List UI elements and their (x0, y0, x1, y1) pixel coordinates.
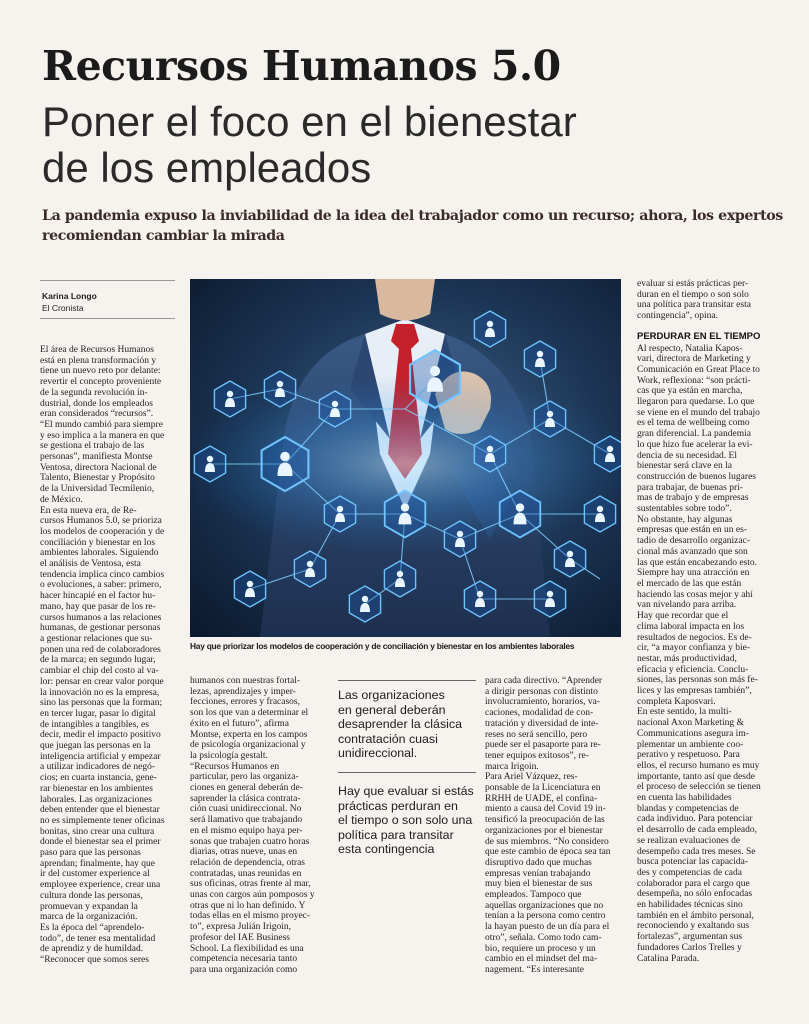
text-line: humanos con nuestras fortal- (190, 676, 301, 686)
text-line: marca Irigoin. (485, 761, 539, 772)
text-line: Al respecto, Natalia Kapos- (637, 343, 743, 354)
text-line: ellos, el recurso humano es muy (637, 760, 760, 771)
text-line: mas de trabajo y de empresas (637, 493, 749, 504)
text-line: eran considerados “recursos”. (40, 409, 154, 420)
pull-quote-rule (338, 680, 476, 681)
text-line: desempeño cada tres meses. Se (637, 846, 756, 857)
text-line: reconociendo y exaltando sus (637, 921, 750, 932)
text-line: gran diferencial. La pandemia (637, 429, 751, 440)
text-line: promuevan y expandan la (40, 901, 138, 912)
subheadline (42, 99, 662, 191)
text-line: éxito en el futuro”, afirma (190, 718, 289, 729)
subheadline-line: Poner el foco en el bienestar (42, 98, 577, 145)
photo-caption: Hay que priorizar los modelos de cooperación y de conciliación y bienestar en los ambientes laborales (190, 641, 575, 651)
text-line: empresas que están en un es- (637, 525, 748, 536)
text-line: o evoluciones, a saber: primero, (40, 580, 162, 591)
text-line: ción cuasi unidireccional. No (190, 804, 302, 815)
text-line: sus oficinas, otras frente al mar, (190, 879, 311, 890)
text-line: completa Kaposvari. (637, 696, 716, 707)
text-line: “El mundo cambió para siempre (40, 419, 163, 430)
text-line: lices y las empresas también”, (637, 686, 752, 697)
deck-line: La pandemia expuso la inviabilidad de la idea del trabajador como un recurso; ahora, los expertos (42, 208, 783, 224)
text-line: muy bien el bienestar de sus (485, 879, 593, 890)
text-line: des y competencias de cada (637, 867, 742, 878)
text-line: En esta nueva era, de Re- (40, 505, 137, 516)
pull-quote (338, 784, 478, 857)
text-line: Para Ariel Vázquez, res- (485, 772, 578, 783)
text-line: Work, reflexiona: “son prácti- (637, 375, 751, 386)
text-line: se viene en el mundo del trabajo (637, 407, 760, 418)
text-line: fundadores Carlos Trelles y (637, 942, 742, 953)
pull-quote-line: política para transitar (338, 827, 454, 842)
text-line: eficacia y eficiencia. Conclu- (637, 664, 749, 675)
pull-quote-line: desaprender la clásica (338, 717, 462, 732)
text-line: relación de dependencia, otras (190, 857, 305, 868)
text-line: se gestiona el trabajo de las (40, 441, 145, 452)
text-line: competencia necesaria tanto (190, 954, 298, 965)
text-line: llegaron para quedarse. Lo que (637, 397, 755, 408)
text-line: particular, pero las organiza- (190, 772, 299, 783)
text-line: Talento, Bienestar y Propósito (40, 473, 155, 484)
text-line: son los que van a determinar el (190, 708, 309, 719)
text-line: resultados de negocios. Es de- (637, 632, 752, 643)
text-line: para trabajar, de buenas pri- (637, 482, 743, 493)
text-line: Siempre hay una atracción en (637, 568, 750, 579)
pull-quote-line: Hay que evaluar si estás (338, 784, 474, 798)
text-line: duran en el tiempo o son solo (637, 289, 749, 300)
text-line: diarias, otras nueve, unas en (190, 847, 298, 858)
text-line: es el tema de wellbeing como (637, 418, 750, 429)
text-line: tener equipos exitosos”, re- (485, 750, 589, 761)
deck-line: recomiendan cambiar la mirada (42, 228, 285, 244)
text-line: Ventosa, directora Nacional de (40, 462, 157, 473)
text-line: clima laboral impacta en los (637, 621, 745, 632)
text-line: a gestionar relaciones que su- (40, 633, 153, 644)
text-line: importante, tanto así que desde (637, 771, 755, 782)
text-line: contratadas, unas reunidas en (190, 868, 302, 879)
text-line: colaborador para el cargo que (637, 878, 750, 889)
pull-quote-line: esta contingencia (338, 842, 435, 857)
text-line: cursos Humanos 5.0, se prioriza (40, 516, 162, 527)
text-line: miento a causa del Covid 19 in- (485, 804, 606, 815)
text-line: sustentables sobre todo”. (637, 504, 732, 515)
text-line: humanas, de gestionar personas (40, 623, 161, 634)
text-line: de la segunda revolución in- (40, 387, 148, 398)
text-line: ir del customer experience al (40, 869, 150, 880)
text-line: tensificó la preocupación de las (485, 815, 605, 826)
businessman-touching-network-icon (190, 279, 621, 637)
text-line: y eso implica a la manera en que (40, 430, 165, 441)
text-line: de la marca; en segundo lugar, (40, 655, 156, 666)
text-line: organizaciones por el bienestar (485, 825, 603, 836)
text-line: de México. (40, 494, 83, 505)
byline-author: Karina Longo (42, 291, 97, 301)
text-line: el desarrollo de cada empleado, (637, 825, 758, 836)
text-line: todo”, de tener esa mentalidad (40, 933, 156, 944)
text-line: ambientes laborales. Siguiendo (40, 548, 159, 559)
text-line: busca potenciar las capacida- (637, 857, 749, 868)
byline-bottom-rule (40, 318, 175, 319)
text-line: Communications asegura im- (637, 728, 749, 739)
text-line: nagement. “Es interesante (485, 964, 584, 975)
text-line: contingencia”, opina. (637, 311, 718, 322)
column-3 (485, 676, 625, 976)
text-line: En este sentido, la multi- (637, 707, 732, 718)
text-line: Catalina Parada. (637, 953, 700, 964)
article-photo (190, 279, 621, 637)
text-line: “Recursos Humanos en (190, 761, 280, 772)
text-line: en el mismo equipo haya per- (190, 825, 303, 836)
text-line: RRHH de UADE, el confina- (485, 793, 598, 804)
text-line: ciones en general deberán de- (190, 783, 303, 794)
pull-quote-line: prácticas perduran en (338, 798, 458, 813)
text-line: El área de Recursos Humanos (40, 345, 154, 355)
text-line: evaluar si estás prácticas per- (637, 279, 749, 289)
text-line: que este cambio de época sea tan (485, 847, 611, 858)
text-line: aprendan; finalmente, hay que (40, 858, 156, 869)
text-line: tadio de desarrollo organizac- (637, 536, 750, 547)
text-line: employee experience, crear una (40, 880, 161, 891)
pull-quote-line: contratación cuasi (338, 731, 438, 746)
text-line: se realizan evaluaciones de (637, 835, 741, 846)
text-line: siones, las personas son más fe- (637, 675, 758, 686)
text-line: aquellas organizaciones que no (485, 900, 604, 911)
text-line: blandas y competencias de (637, 803, 739, 814)
text-line: nacional Axon Marketing & (637, 718, 744, 729)
text-line: empresas venían trabajando (485, 868, 591, 879)
text-line: personas”, manifiesta Montse (40, 452, 153, 463)
text-line: mano, hay que pasar de los re- (40, 601, 156, 612)
text-line: a utilizar indicadores de negó- (40, 762, 156, 773)
text-line: la hayan puesto de un día para el (485, 922, 610, 933)
text-line: para una organización como (190, 964, 298, 975)
text-line: cios; en cuarta instancia, gene- (40, 773, 157, 784)
text-line: to”, expresa Julián Irigoin, (190, 922, 292, 933)
text-line: los modelos de cooperación y de (40, 526, 165, 537)
text-line: Comunicación en Great Place to (637, 364, 760, 375)
text-line: cir, “a mayor confianza y bie- (637, 643, 751, 654)
text-line: de aprendiz y de humildad. (40, 944, 144, 955)
text-line: puede ser el pasaporte para re- (485, 740, 601, 751)
text-line: donde el bienestar sea el primer (40, 837, 161, 848)
text-line: disruptivo dado que muchas (485, 857, 592, 868)
text-line: tiene un nuevo reto por delante: (40, 366, 161, 377)
text-line: bienestar será clave en la (637, 461, 732, 472)
subheadline-line: de los empleados (42, 144, 372, 191)
text-line: dencia de su necesidad. El (637, 450, 737, 461)
pull-quote-line: el tiempo o son solo una (338, 813, 473, 828)
pull-quote-line: unidireccional. (338, 746, 418, 761)
text-line: dustrial, donde los empleados (40, 398, 153, 409)
text-line: todas ellas en el mismo proyec- (190, 911, 311, 922)
text-line: van nivelando para arriba. (637, 600, 737, 611)
text-line: hacer hincapié en el factor hu- (40, 591, 156, 602)
text-line: “Reconocer que somos seres (40, 955, 149, 966)
text-line: cada individuo. Para potenciar (637, 814, 753, 825)
column-1 (40, 345, 180, 966)
text-line: sino las personas que la forman; (40, 698, 163, 709)
text-line: está en plena transformación y (40, 355, 157, 366)
text-line: en tercer lugar, pasar lo digital (40, 708, 156, 719)
text-line: cambio en el mindset del ma- (485, 954, 598, 965)
text-line: otro”, señala. Como todo cam- (485, 932, 602, 943)
headline: Recursos Humanos 5.0 (42, 42, 561, 90)
column-4 (637, 279, 777, 964)
text-line: perativo y respetuoso. Para (637, 750, 740, 761)
text-line: fortalezas”, argumentan sus (637, 932, 743, 943)
text-line: Hay que recordar que el (637, 611, 729, 622)
text-line: cambiar el chip del costo al va- (40, 666, 159, 677)
text-line: lo que hizo fue acelerar la evi- (637, 439, 753, 450)
text-line: las que están encabezando esto. (637, 557, 758, 568)
text-line: involucramiento, horarios, va- (485, 697, 601, 708)
text-line: cas que ya están en marcha, (637, 386, 743, 397)
text-line: el análisis de Ventosa, esta (40, 559, 141, 570)
text-line: ponen una red de colaboradores (40, 644, 161, 655)
byline-top-rule (40, 280, 175, 281)
column-2 (190, 676, 330, 976)
text-line: no es simplemente tener oficinas (40, 815, 165, 826)
text-line: de psicología organizacional y (190, 740, 306, 751)
text-line: School. La flexibilidad es una (190, 943, 304, 954)
text-line: de sus miembros. “No considero (485, 836, 609, 847)
text-line: lezas, aprendizajes y imper- (190, 686, 296, 697)
text-line: el proceso de selección se tienen (637, 782, 761, 793)
text-line: haciendo las cosas mejor y ahí (637, 589, 753, 600)
text-line: en cuenta las habilidades (637, 793, 732, 804)
text-line: marca de la organización. (40, 912, 138, 923)
text-line: inteligencia artificial y empezar (40, 751, 161, 762)
text-line: empleados. Tampoco que (485, 890, 582, 901)
text-line: unas con cargos aún pomposos y (190, 890, 315, 901)
text-line: que juegan las personas en la (40, 741, 151, 752)
text-line: paso para que las personas (40, 848, 141, 859)
text-line: el mercado de las que están (637, 578, 742, 589)
text-line: tendencia implica cinco cambios (40, 569, 165, 580)
text-line: laborales. Las organizaciones (40, 794, 152, 805)
text-line: Es la época del “aprendelo- (40, 922, 145, 933)
text-line: la psicología gestalt. (190, 750, 268, 761)
text-line: profesor del IAE Business (190, 932, 290, 943)
text-line: también en el ámbito personal, (637, 910, 754, 921)
text-line: deben entender que el bienestar (40, 805, 160, 816)
text-line: en habilidades técnicas sino (637, 900, 743, 911)
pull-quote-line: en general deberán (338, 702, 446, 717)
text-line: caciones, modalidad de con- (485, 708, 594, 719)
text-line: de la Universidad Tecmilenio, (40, 484, 155, 495)
byline-outlet: El Cronista (42, 303, 84, 313)
text-line: la innovación no es la empresa, (40, 687, 160, 698)
text-line: cursos humanos a las relaciones (40, 612, 162, 623)
text-line: fecciones, errores y fracasos, (190, 697, 300, 708)
text-line: decir, medir el impacto positivo (40, 730, 161, 741)
pull-quote-rule (338, 772, 476, 773)
text-line: lor: pensar en crear valor porque (40, 676, 164, 687)
section-heading: PERDURAR EN EL TIEMPO (637, 331, 761, 342)
pull-quote (338, 688, 478, 761)
text-line: cultura donde las personas, (40, 890, 143, 901)
text-line: conciliación y bienestar en los (40, 537, 156, 548)
deck (42, 206, 783, 246)
text-line: plementar un ambiente coo- (637, 739, 744, 750)
text-line: No obstante, hay algunas (637, 514, 733, 525)
text-line: de intangibles a tangibles, es (40, 719, 149, 730)
text-line: sonas que trabajen cuatro horas (190, 836, 310, 847)
text-line: Montse, experta en los campos (190, 729, 308, 740)
text-line: reses no será sencillo, pero (485, 729, 588, 740)
text-line: una política para transitar esta (637, 300, 751, 311)
text-line: construcción de buenos lugares (637, 471, 756, 482)
text-line: para cada directivo. “Aprender (485, 676, 603, 686)
text-line: saprender la clásica contrata- (190, 793, 301, 804)
text-line: otras que ni lo han definido. Y (190, 900, 306, 911)
text-line: nestar, más productividad, (637, 653, 737, 664)
text-line: tratación y diversidad de inte- (485, 718, 599, 729)
text-line: bio, requiere un proceso y un (485, 943, 596, 954)
text-line: rar bienestar en los ambientes (40, 783, 153, 794)
text-line: ponsable de la Licenciatura en (485, 783, 601, 794)
text-line: será llamativo que trabajando (190, 815, 303, 826)
text-line: desempeña, no sólo enfocadas (637, 889, 753, 900)
text-line: tenían a la persona como centro (485, 911, 606, 922)
text-line: vari, directora de Marketing y (637, 354, 751, 365)
text-line: revertir el concepto proveniente (40, 377, 162, 388)
text-line: cional más avanzado que son (637, 546, 748, 557)
text-line: a dirigir personas con distinto (485, 686, 598, 697)
pull-quote-line: Las organizaciones (338, 688, 445, 702)
text-line: bonitas, sino crear una cultura (40, 826, 155, 837)
byline (42, 290, 97, 314)
